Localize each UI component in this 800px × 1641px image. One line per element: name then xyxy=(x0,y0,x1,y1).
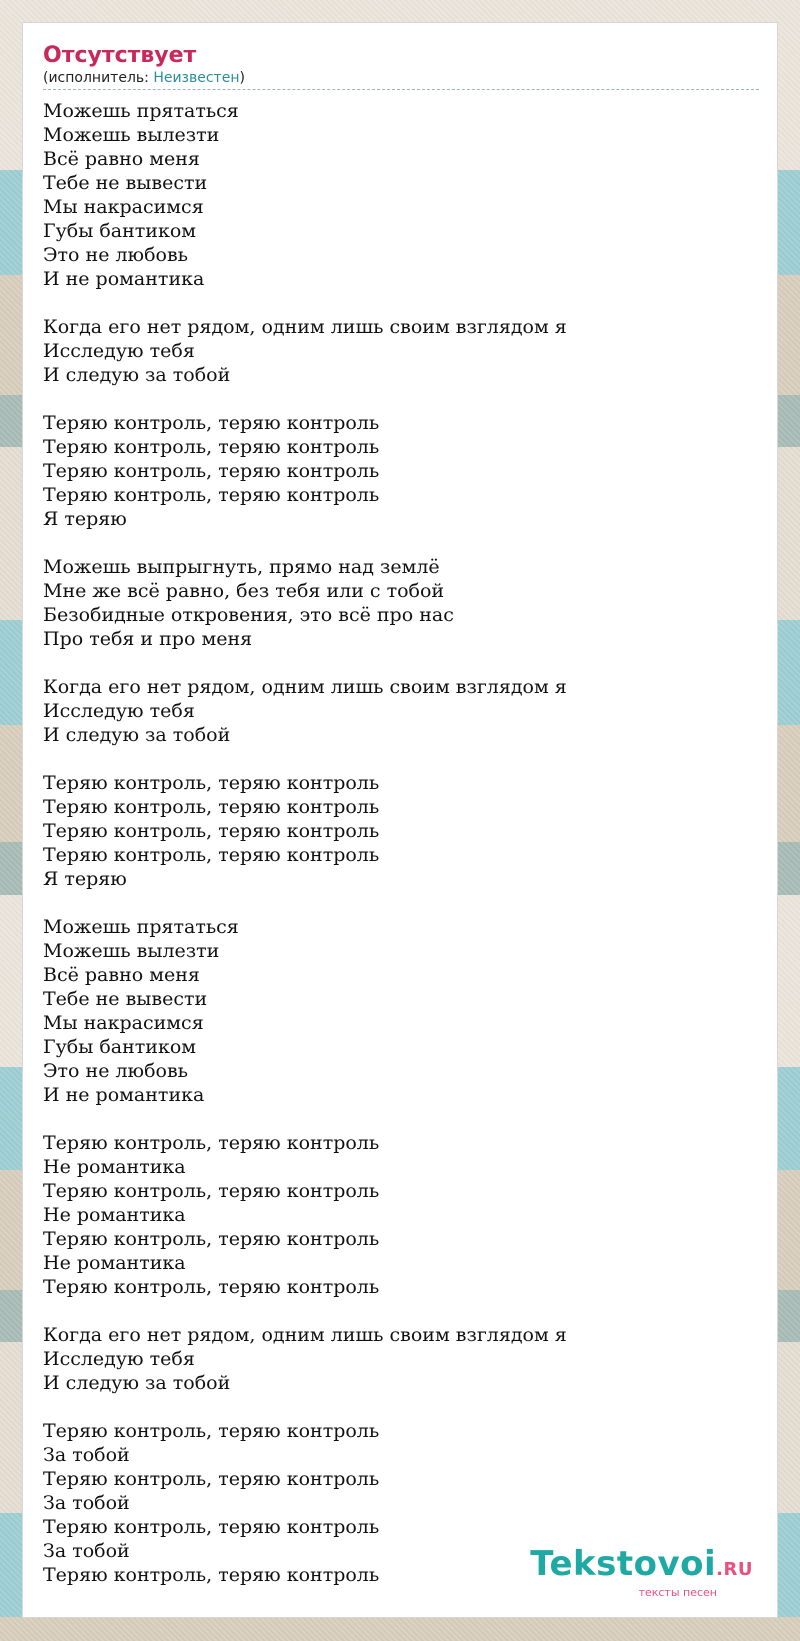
lyrics-line: Исследую тебя xyxy=(43,340,195,362)
lyrics-blank-line xyxy=(43,891,759,915)
lyrics-line: Можешь прятаться xyxy=(43,100,239,122)
lyrics-line: Можешь вылезти xyxy=(43,940,220,962)
lyrics-line: Всё равно меня xyxy=(43,148,200,170)
lyrics-line: Мне же всё равно, без тебя или с тобой xyxy=(43,580,445,602)
lyrics-blank-line xyxy=(43,387,759,411)
lyrics-line: Губы бантиком xyxy=(43,1036,197,1058)
lyrics-line: Про тебя и про меня xyxy=(43,628,253,650)
lyrics-line: Теряю контроль, теряю контроль xyxy=(43,1468,380,1490)
lyrics-line: Не романтика xyxy=(43,1156,186,1178)
lyrics-blank-line xyxy=(43,531,759,555)
lyrics-blank-line xyxy=(43,651,759,675)
lyrics-line: За тобой xyxy=(43,1444,130,1466)
lyrics-blank-line xyxy=(43,291,759,315)
lyrics-blank-line xyxy=(43,1107,759,1131)
lyrics-line: Можешь выпрыгнуть, прямо над землё xyxy=(43,556,440,578)
lyrics-line: И следую за тобой xyxy=(43,1372,231,1394)
lyrics-line: Теряю контроль, теряю контроль xyxy=(43,1132,380,1154)
lyrics-line: Не романтика xyxy=(43,1252,186,1274)
lyrics-blank-line xyxy=(43,1299,759,1323)
lyrics-line: Исследую тебя xyxy=(43,700,195,722)
lyrics-line: Исследую тебя xyxy=(43,1348,195,1370)
lyrics-line: Можешь прятаться xyxy=(43,916,239,938)
lyrics-line: Теряю контроль, теряю контроль xyxy=(43,796,380,818)
song-title: Отсутствует xyxy=(43,43,197,68)
lyrics-line: Тебе не вывести xyxy=(43,172,208,194)
lyrics-line: Теряю контроль, теряю контроль xyxy=(43,1180,380,1202)
lyrics-blank-line xyxy=(43,747,759,771)
lyrics-line: Можешь вылезти xyxy=(43,124,220,146)
lyrics-line: Теряю контроль, теряю контроль xyxy=(43,484,380,506)
lyrics-line: Тебе не вывести xyxy=(43,988,208,1010)
lyrics-blank-line xyxy=(43,1395,759,1419)
lyrics-line: Теряю контроль, теряю контроль xyxy=(43,1420,380,1442)
lyrics-text xyxy=(43,99,759,1587)
logo-wordmark xyxy=(530,1544,753,1587)
lyrics-line: Всё равно меня xyxy=(43,964,200,986)
lyrics-line: Теряю контроль, теряю контроль xyxy=(43,412,380,434)
artist-prefix: (исполнитель: xyxy=(43,70,154,86)
lyrics-line: Губы бантиком xyxy=(43,220,197,242)
lyrics-line: Теряю контроль, теряю контроль xyxy=(43,820,380,842)
lyrics-line: Я теряю xyxy=(43,868,127,890)
lyrics-line: Это не любовь xyxy=(43,1060,189,1082)
logo-tagline: тексты песен xyxy=(638,1586,717,1599)
artist-link[interactable]: Неизвестен xyxy=(153,70,240,86)
song-header xyxy=(43,43,759,90)
lyrics-line: За тобой xyxy=(43,1492,130,1514)
lyrics-line: Я теряю xyxy=(43,508,127,530)
lyrics-line: И следую за тобой xyxy=(43,724,231,746)
lyrics-line: Мы накрасимся xyxy=(43,196,204,218)
lyrics-line: И следую за тобой xyxy=(43,364,231,386)
lyrics-line: Теряю контроль, теряю контроль xyxy=(43,1228,380,1250)
lyrics-line: Теряю контроль, теряю контроль xyxy=(43,460,380,482)
song-artist-line xyxy=(43,69,759,90)
lyrics-line: Теряю контроль, теряю контроль xyxy=(43,1516,380,1538)
logo-name: Tekstovoi xyxy=(530,1544,717,1584)
lyrics-line: И не романтика xyxy=(43,1084,205,1106)
logo-tld: .RU xyxy=(716,1559,753,1580)
lyrics-line: Теряю контроль, теряю контроль xyxy=(43,772,380,794)
lyrics-line: Не романтика xyxy=(43,1204,186,1226)
lyrics-line: Теряю контроль, теряю контроль xyxy=(43,844,380,866)
lyrics-line: Когда его нет рядом, одним лишь своим взглядом я xyxy=(43,316,567,338)
lyrics-line: За тобой xyxy=(43,1540,130,1562)
lyrics-line: И не романтика xyxy=(43,268,205,290)
lyrics-line: Мы накрасимся xyxy=(43,1012,204,1034)
lyrics-line: Это не любовь xyxy=(43,244,189,266)
artist-suffix: ) xyxy=(239,70,245,86)
lyrics-line: Безобидные откровения, это всё про нас xyxy=(43,604,454,626)
lyrics-line: Когда его нет рядом, одним лишь своим взглядом я xyxy=(43,676,567,698)
lyrics-line: Теряю контроль, теряю контроль xyxy=(43,1564,380,1586)
lyrics-line: Теряю контроль, теряю контроль xyxy=(43,436,380,458)
lyrics-card xyxy=(22,22,778,1618)
lyrics-line: Теряю контроль, теряю контроль xyxy=(43,1276,380,1298)
site-logo[interactable] xyxy=(530,1544,753,1599)
lyrics-line: Когда его нет рядом, одним лишь своим взглядом я xyxy=(43,1324,567,1346)
